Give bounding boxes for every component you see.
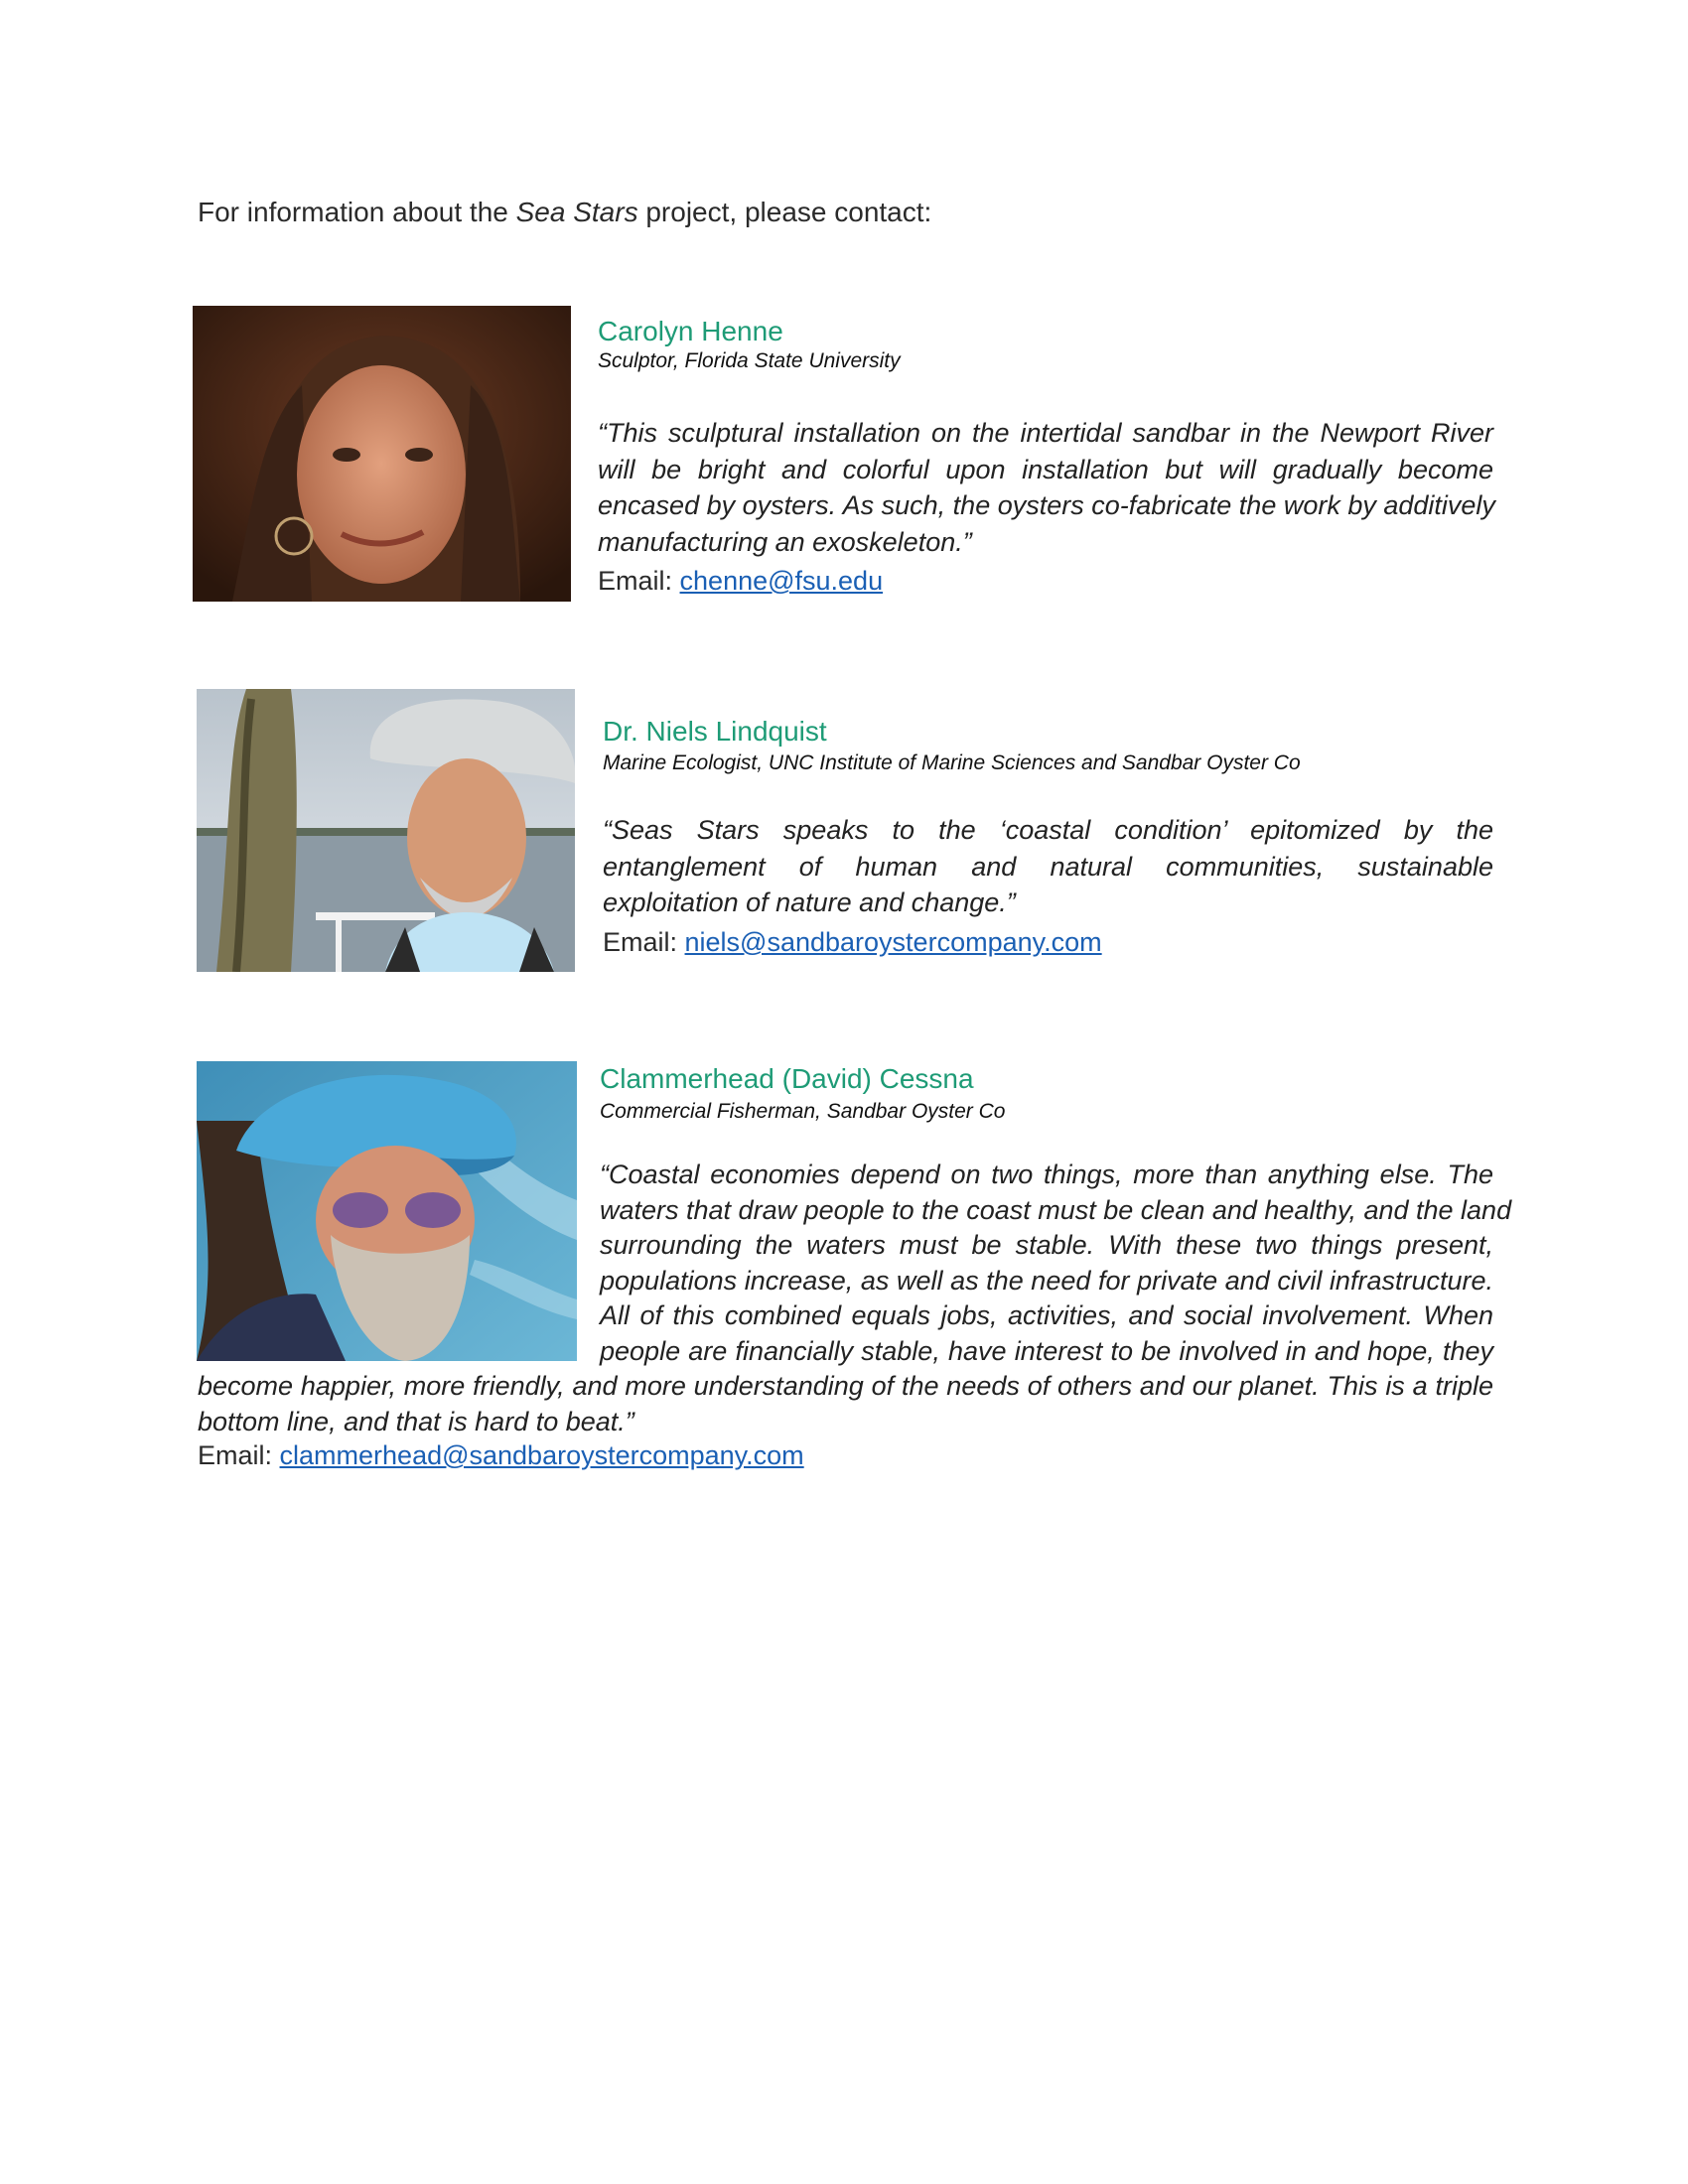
contact-photo-carolyn-henne <box>193 306 571 602</box>
contact-role: Marine Ecologist, UNC Institute of Marine Sciences and Sandbar Oyster Co <box>603 751 1301 774</box>
contact-role: Commercial Fisherman, Sandbar Oyster Co <box>600 1100 1006 1123</box>
contact-quote-wide <box>198 1369 1493 1439</box>
quote-line: waters that draw people to the coast must be clean and healthy, and the land <box>600 1194 1512 1225</box>
email-label: Email: <box>598 566 680 596</box>
quote-line: manufacturing an exoskeleton.” <box>598 526 972 557</box>
quote-line: bottom line, and that is hard to beat.” <box>198 1406 634 1436</box>
quote-line: “This sculptural installation on the intertidal sandbar in the Newport River <box>598 418 1493 448</box>
email-row <box>598 566 883 597</box>
email-label: Email: <box>198 1440 280 1470</box>
contact-name: Dr. Niels Lindquist <box>603 716 827 747</box>
email-link[interactable]: chenne@fsu.edu <box>679 566 884 596</box>
quote-line: populations increase, as well as the need for private and civil infrastructure. <box>600 1265 1493 1296</box>
intro-suffix: project, please contact: <box>637 197 932 227</box>
quote-line: All of this combined equals jobs, activities, and social involvement. When <box>600 1300 1493 1331</box>
email-link[interactable]: clammerhead@sandbaroystercompany.com <box>279 1440 804 1470</box>
quote-line: become happier, more friendly, and more understanding of the needs of others and our planet. This is a triple <box>198 1371 1493 1401</box>
quote-line: “Coastal economies depend on two things, more than anything else. The <box>600 1160 1493 1189</box>
email-link[interactable]: niels@sandbaroystercompany.com <box>684 927 1102 957</box>
contact-name: Clammerhead (David) Cessna <box>600 1063 974 1094</box>
contact-photo-clammerhead-cessna <box>197 1061 577 1361</box>
contact-role: Sculptor, Florida State University <box>598 349 901 372</box>
contact-quote <box>603 812 1493 921</box>
intro-text <box>198 197 931 228</box>
contact-quote-narrow <box>600 1158 1512 1370</box>
quote-line: will be bright and colorful upon installation but will gradually become <box>598 454 1493 484</box>
email-row <box>198 1440 804 1471</box>
contact-name: Carolyn Henne <box>598 316 783 346</box>
intro-prefix: For information about the <box>198 197 516 227</box>
contact-photo-niels-lindquist <box>197 689 575 972</box>
quote-line: surrounding the waters must be stable. With these two things present, <box>600 1230 1493 1261</box>
quote-line: “Seas Stars speaks to the ‘coastal condition’ epitomized by the <box>603 815 1493 845</box>
email-row <box>603 927 1102 958</box>
quote-line: encased by oysters. As such, the oysters co-fabricate the work by additively <box>598 490 1495 520</box>
quote-line: people are financially stable, have interest to be involved in and hope, they <box>600 1335 1493 1366</box>
email-label: Email: <box>603 927 685 957</box>
project-name: Sea Stars <box>515 197 638 227</box>
contact-quote <box>598 415 1493 560</box>
quote-line: exploitation of nature and change.” <box>603 887 1016 917</box>
quote-line: entanglement of human and natural communities, sustainable <box>603 851 1493 882</box>
